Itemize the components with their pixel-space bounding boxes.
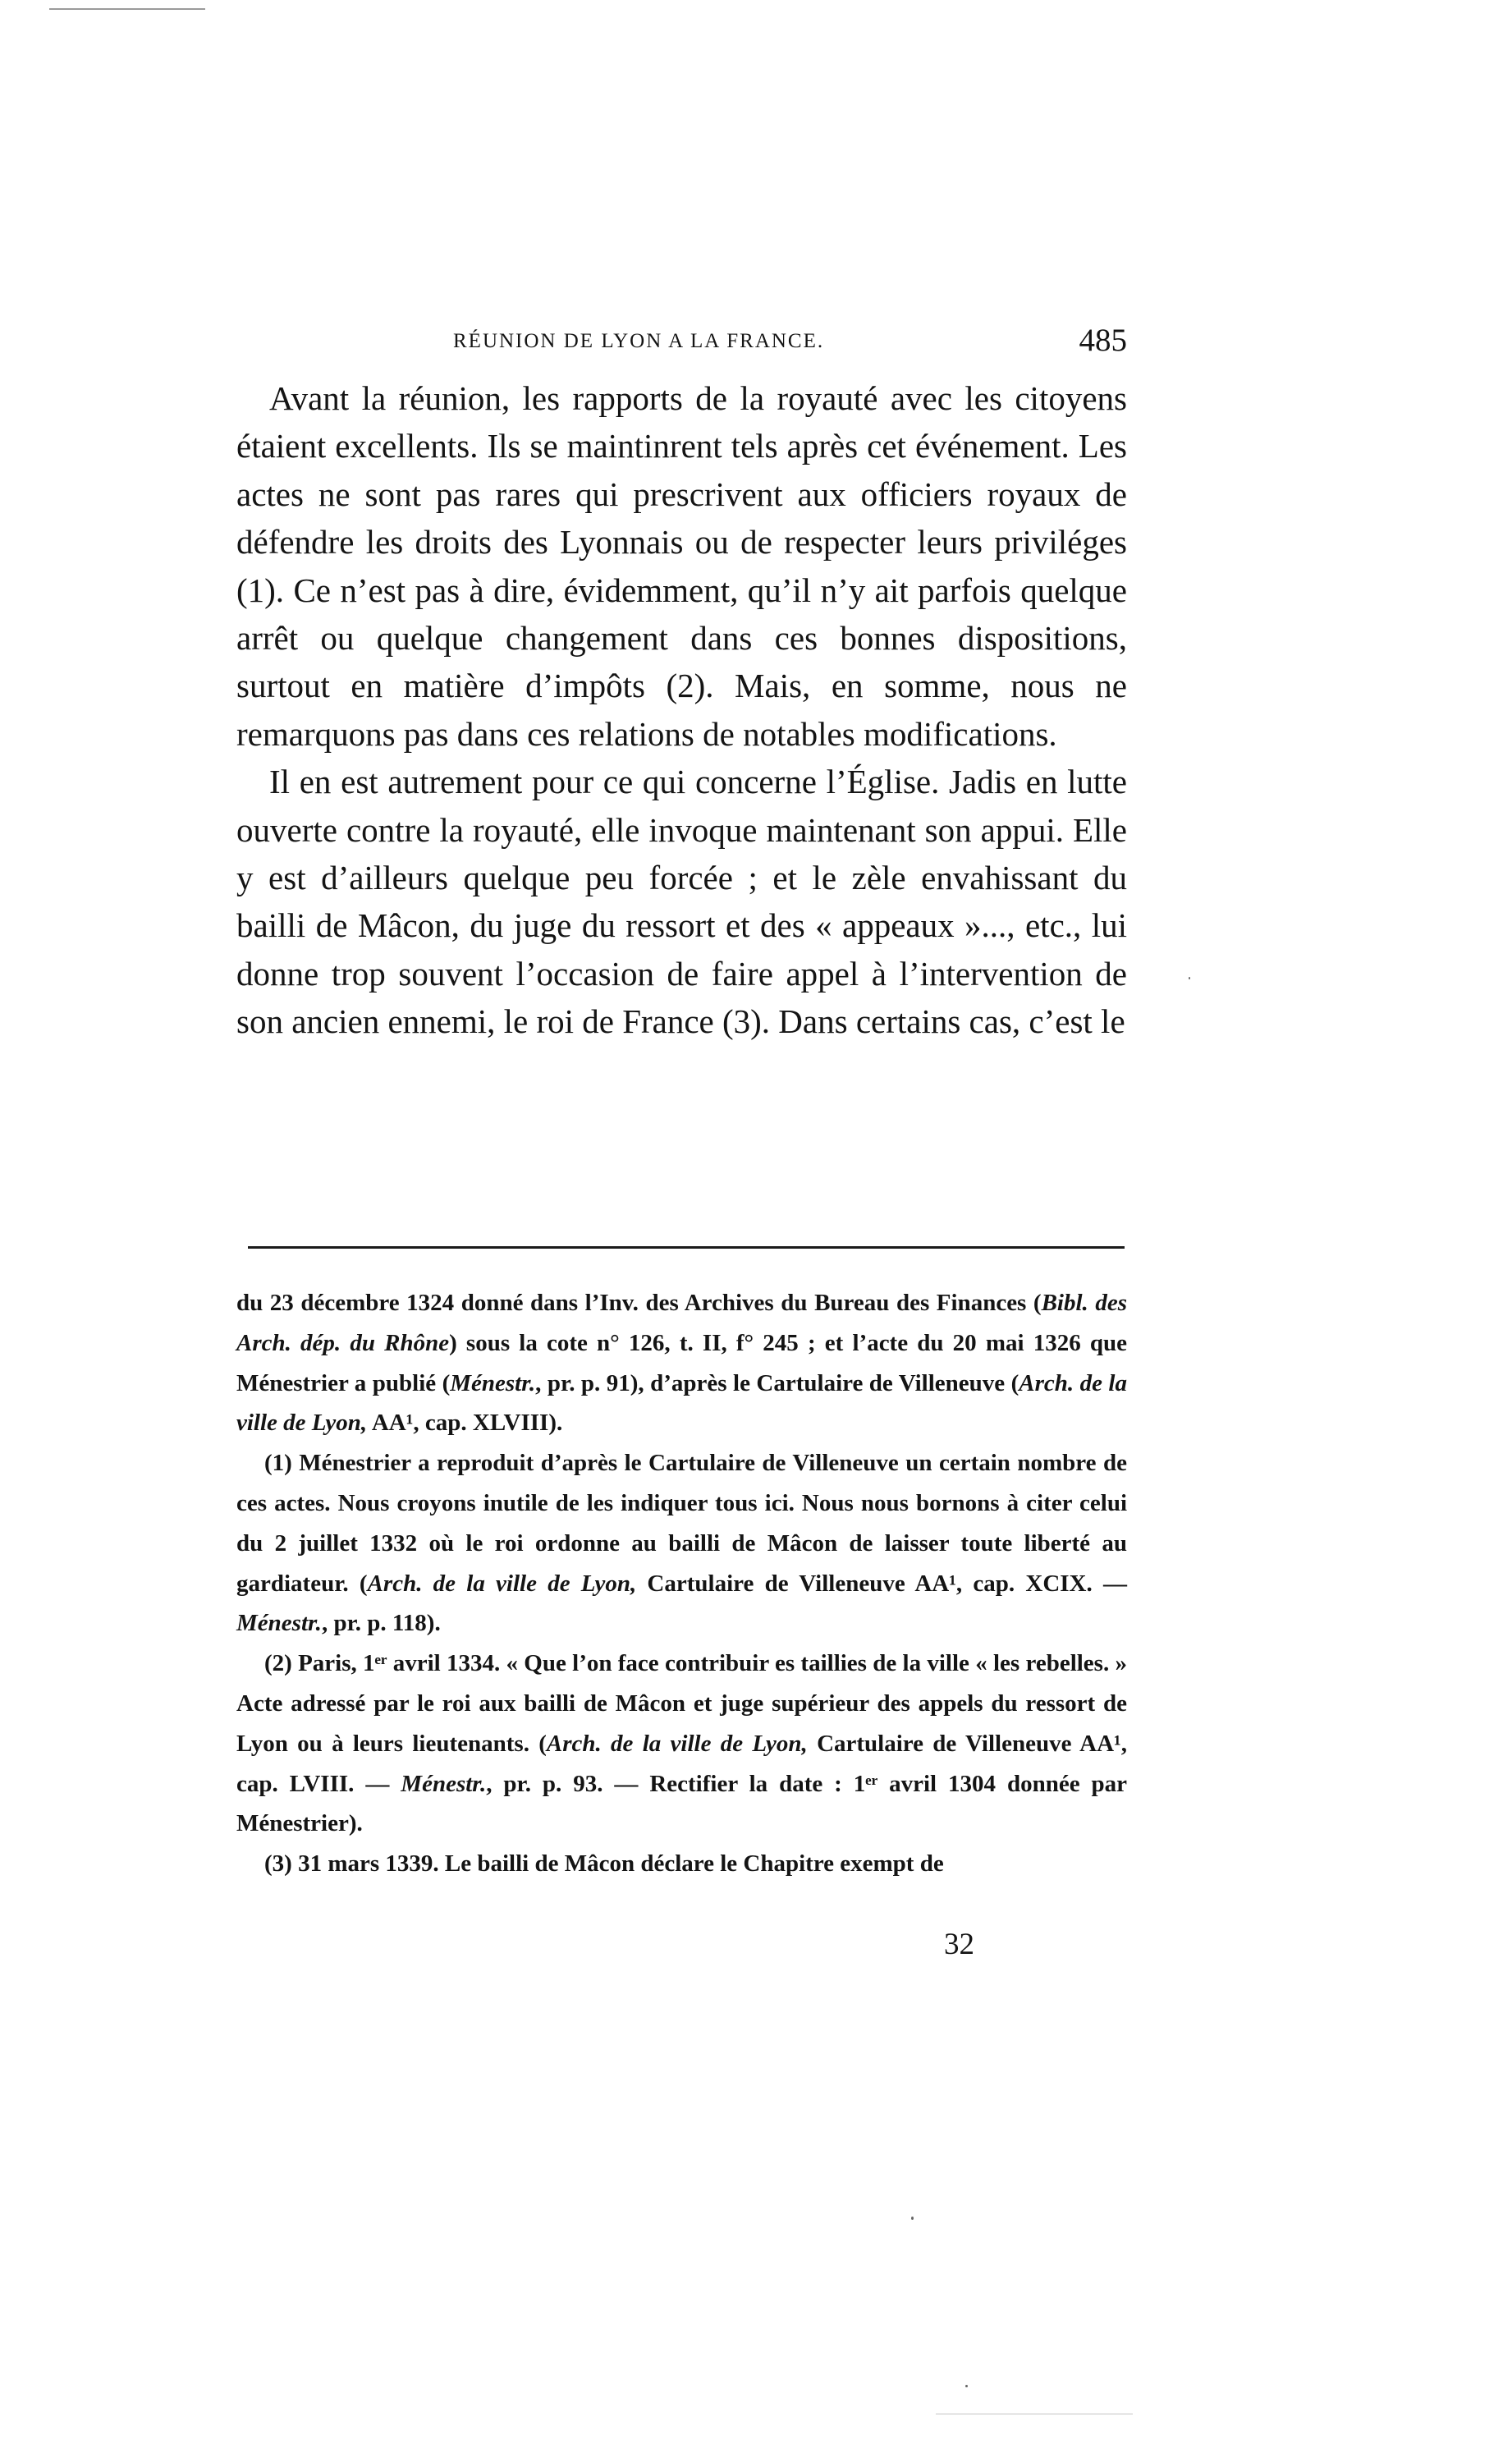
footnote-citation: Arch. de la ville de Lyon, [546, 1730, 808, 1757]
footnote-text: , pr. p. 91), d’après le Cartulaire de Villeneuve ( [535, 1369, 1019, 1396]
footnote-text: du 23 décembre 1324 donné dans l’Inv. des Archives du Bureau des Finances ( [236, 1290, 1042, 1316]
body-paragraph: Il en est autrement pour ce qui concerne l’Église. Jadis en lutte ouverte contre la royauté, elle invoque maintenant son appui. Elle y est d’ailleurs quelque peu forcée ; et le zèle envahissant du bailli de Mâcon, du juge du ressort et des « appeaux »..., etc., lui donne trop souvent l’occasion de faire appel à l’intervention de son ancien ennemi, le roi de France (3). Dans certains cas, c’est le [236, 763, 1127, 1041]
footnote-text: , pr. p. 118). [321, 1610, 441, 1637]
footnote-citation: Ménestr. [236, 1610, 322, 1637]
footnote-citation: Bibl. des Arch. dép. du Rhône [236, 1290, 1127, 1356]
footnote-text: (2) Paris, 1ᵉʳ avril 1334. « Que l’on face contribuir es taillies de la ville « les rebelles. » Acte adressé par le roi aux bailli de Mâcon et juge supérieur des appels du ressort de Lyon ou à leurs lieutenants. ( [236, 1650, 1127, 1757]
main-text [236, 374, 1127, 1046]
scan-artifact-top [49, 8, 205, 10]
signature-mark: 32 [944, 1928, 974, 1961]
footnote-text: (1) Ménestrier a reproduit d’après le Cartulaire de Villeneuve un certain nombre de ces actes. Nous croyons inutile de les indiquer tous ici. Nous nous bornons à citer celui du 2 juillet 1332 où le roi ordonne au bailli de Mâcon de laisser toute liberté au gardiateur. ( [236, 1450, 1127, 1597]
footnote-citation: Ménestr. [401, 1770, 487, 1797]
footnote-citation: Arch. de la ville de Lyon, [236, 1369, 1127, 1437]
footnote-text: , pr. p. 93. — Rectifier la date : 1ᵉʳ avril 1304 donnée par Ménestrier). [236, 1770, 1127, 1837]
footnote-text: Cartulaire de Villeneuve AA¹, cap. XCIX. — [636, 1570, 1127, 1597]
footnote-text: (3) 31 mars 1339. Le bailli de Mâcon déclare le Chapitre exempt de [264, 1850, 944, 1878]
footnotes [236, 1283, 1127, 1884]
footnote-1 [236, 1443, 1127, 1644]
ink-speck [965, 2385, 968, 2387]
body-paragraph: Avant la réunion, les rapports de la royauté avec les citoyens étaient excellents. Ils se maintinrent tels après cet événement. Les actes ne sont pas rares qui prescrivent aux officiers royaux de défendre les droits des Lyonnais ou de respecter leurs priviléges (1). Ce n’est pas à dire, évidemment, qu’il n’y ait parfois quelque arrêt ou quelque changement dans ces bonnes dispositions, surtout en matière d’impôts (2). Mais, en somme, nous ne remarquons pas dans ces relations de notables modifications. [236, 379, 1127, 753]
ink-speck [1189, 977, 1190, 979]
footnote-text: AA¹, cap. XLVIII). [367, 1410, 563, 1437]
footnote-text: Cartulaire de Villeneuve AA¹, cap. LVIII. — [236, 1730, 1127, 1797]
running-head-title: RÉUNION DE LYON A LA FRANCE. [453, 330, 825, 352]
footnote-continued [236, 1283, 1127, 1443]
ink-speck [911, 2217, 914, 2220]
footnote-text: ) sous la cote n° 126, t. II, f° 245 ; et l’acte du 20 mai 1326 que Ménestrier a publié ( [236, 1329, 1127, 1396]
footnote-3 [236, 1844, 1127, 1884]
footnote-2 [236, 1644, 1127, 1844]
footnote-citation: Ménestr. [450, 1369, 536, 1396]
page-number: 485 [1079, 323, 1127, 358]
footnote-divider [248, 1246, 1125, 1249]
footnote-citation: Arch. de la ville de Lyon, [367, 1570, 637, 1597]
